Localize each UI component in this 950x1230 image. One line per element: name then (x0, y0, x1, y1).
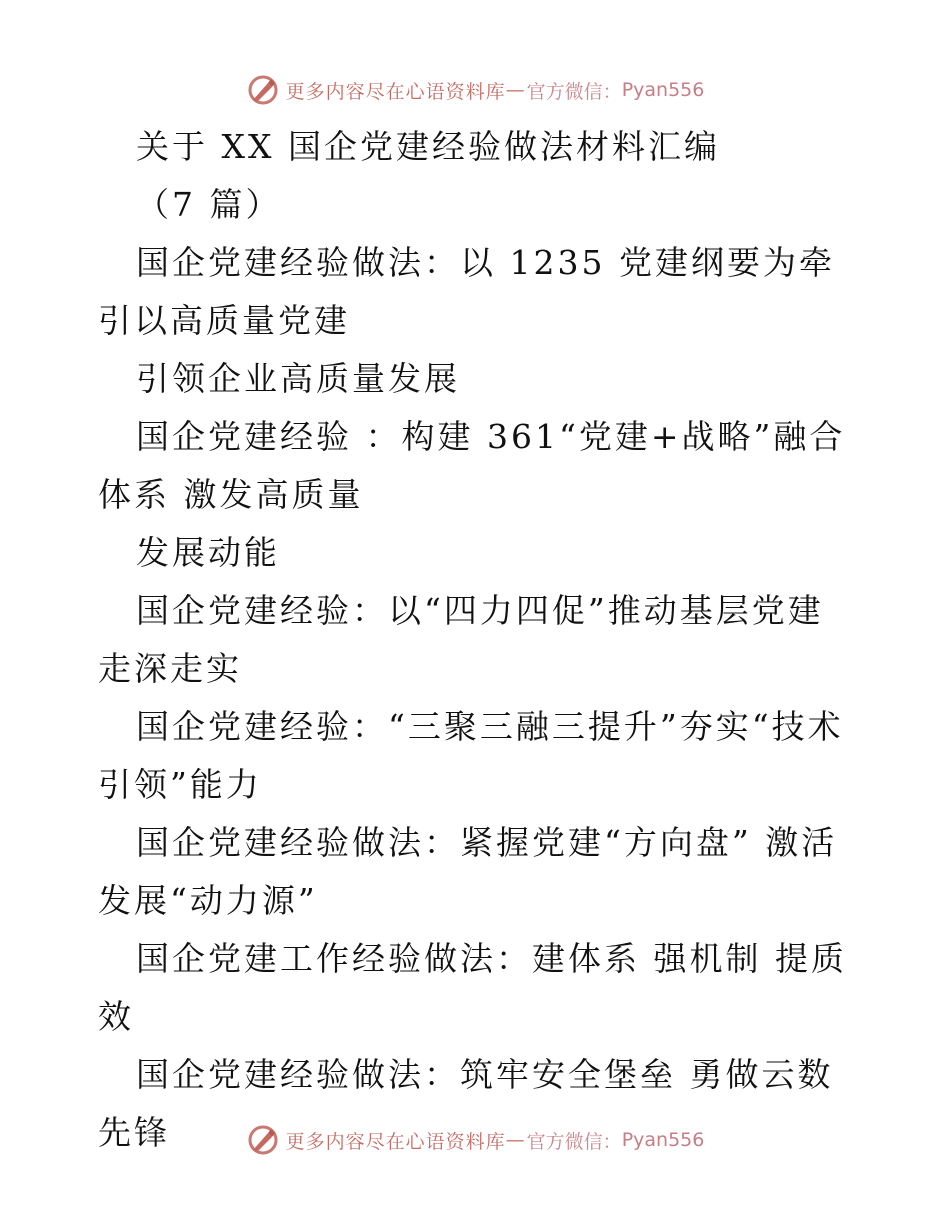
pen-logo-icon (246, 1123, 280, 1157)
list-item: 国企党建经验做法：以 1235 党建纲要为牵引以高质量党建 (98, 243, 835, 340)
document-title: 关于 XX 国企党建经验做法材料汇编 (136, 127, 720, 166)
watermark-separator: — (505, 79, 525, 101)
pen-logo-icon (246, 73, 280, 107)
watermark-main-text: 更多内容尽在心语资料库 (285, 80, 506, 103)
watermark-wechat-label: 官方微信： (526, 80, 622, 103)
watermark-wechat-id: Pyan556 (621, 79, 705, 101)
watermark-main-text: 更多内容尽在心语资料库 (285, 1130, 506, 1153)
document-body (98, 118, 858, 1162)
header-watermark (0, 70, 950, 110)
list-item: 国企党建工作经验做法：建体系 强机制 提质效 (98, 939, 847, 1036)
list-item: 发展动能 (136, 533, 280, 572)
list-item: 国企党建经验：以“四力四促”推动基层党建走深走实 (98, 591, 824, 688)
watermark-wechat-label: 官方微信： (526, 1130, 622, 1153)
list-item: 国企党建经验 ：构建 361“党建+战略”融合体系 激发高质量 (98, 417, 846, 514)
list-item: 国企党建经验做法：筑牢安全堡垒 勇做云数先锋 (98, 1055, 834, 1152)
watermark-wechat-id: Pyan556 (621, 1129, 705, 1151)
list-item: 国企党建经验：“三聚三融三提升”夯实“技术引领”能力 (98, 707, 844, 804)
document-subtitle: （7 篇） (136, 185, 282, 224)
list-item: 引领企业高质量发展 (136, 359, 460, 398)
list-item: 国企党建经验做法：紧握党建“方向盘” 激活发展“动力源” (98, 823, 838, 920)
watermark-separator: — (505, 1129, 525, 1151)
footer-watermark (0, 1120, 950, 1160)
